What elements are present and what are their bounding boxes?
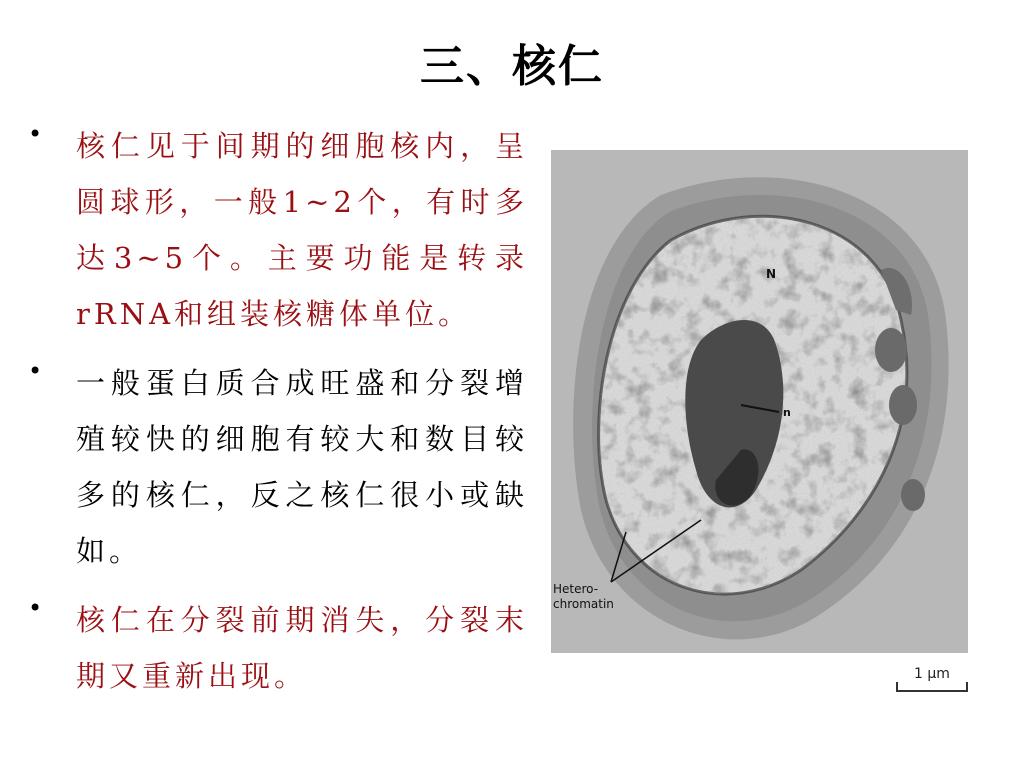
bullet-text: 核仁见于间期的细胞核内，呈圆球形，一般1~2个，有时多达3~5个。主要功能是转录rRNA和组装核糖体单位。	[76, 129, 528, 331]
heterochromatin-label-line2: chromatin	[553, 597, 614, 611]
slide-title: 三、核仁	[420, 41, 604, 92]
scale-bar	[896, 668, 968, 692]
scale-label: 1 μm	[914, 666, 950, 682]
bullet-text: 一般蛋白质合成旺盛和分裂增殖较快的细胞有较大和数目较多的核仁，反之核仁很小或缺如。	[76, 366, 528, 568]
bullet-item-nucleolus-division	[28, 592, 528, 704]
nucleolus-label: n	[783, 406, 791, 419]
bullet-marker: •	[28, 357, 43, 385]
bullet-item-nucleolus-size	[28, 355, 528, 579]
bullet-marker: •	[28, 594, 43, 622]
bullet-list	[28, 118, 528, 717]
bullet-marker: •	[28, 120, 43, 148]
cell-micrograph	[551, 150, 968, 653]
bullet-text: 核仁在分裂前期消失，分裂末期又重新出现。	[76, 603, 528, 693]
micrograph-image	[551, 150, 968, 653]
bullet-item-nucleolus-function	[28, 118, 528, 342]
nucleus-label: N	[766, 267, 777, 281]
scale-bar-line	[896, 682, 968, 692]
heterochromatin-label-line1: Hetero-	[553, 582, 599, 596]
